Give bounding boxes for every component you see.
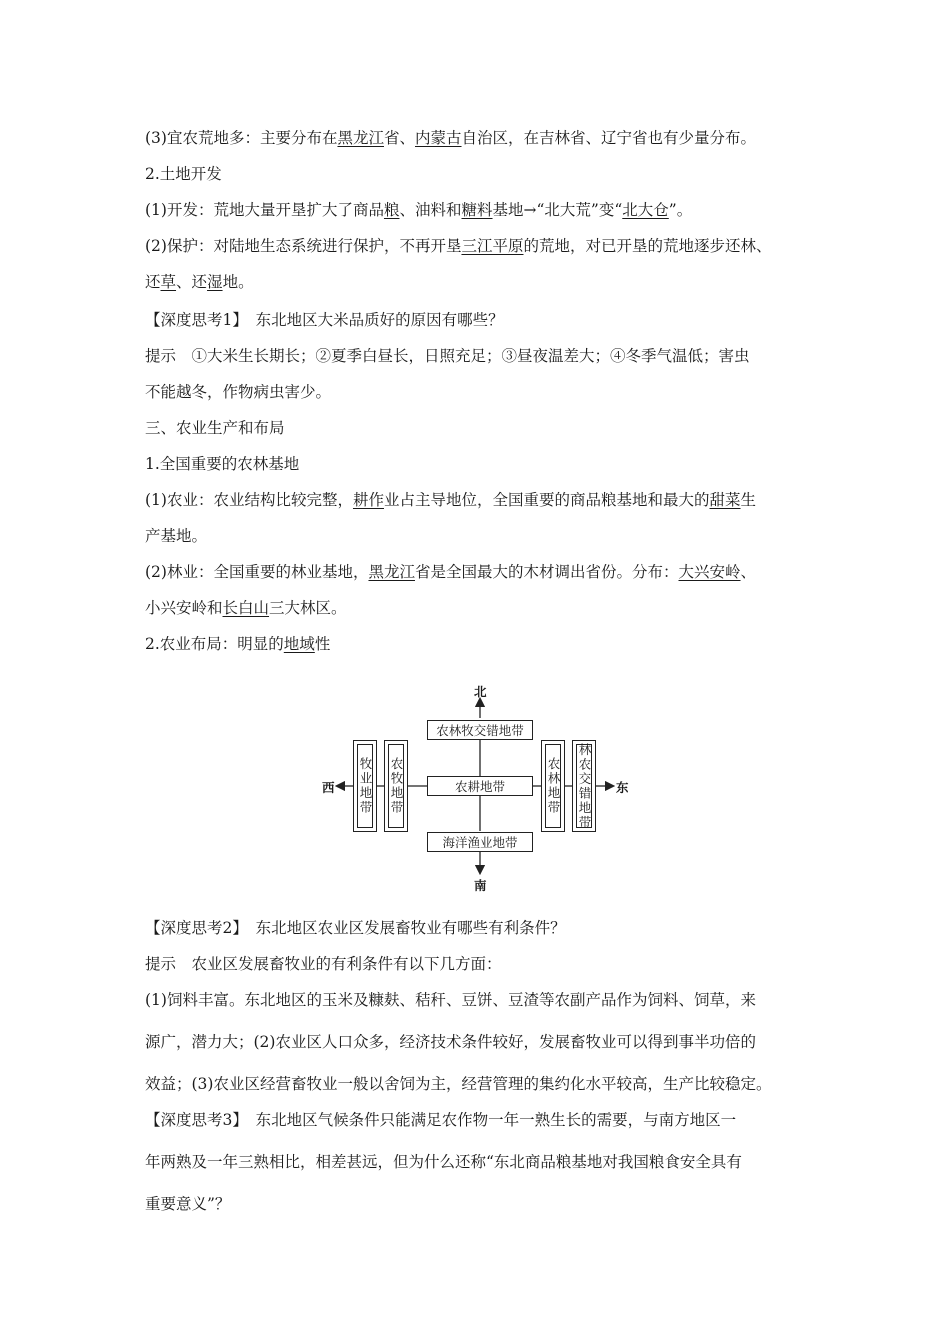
underlined-answer: 甜菜 [709,491,741,509]
underlined-answer: 粮 [383,201,400,219]
underlined-answer: 北大仓 [622,201,669,219]
text-line-forestry-2: 小兴安岭和长白山三大林区。 [145,599,347,617]
label-east: 东 [616,780,629,795]
underlined-answer: 大兴安岭 [678,563,741,581]
hint-2-line-1: 提示 农业区发展畜牧业的有利条件有以下几方面： [145,955,502,973]
box-farming-belt: 农耕地带 [427,776,533,796]
deep-thinking-3-line-3: 重要意义”？ [145,1195,231,1213]
box-farm-pasture-belt: 农牧地带 [384,740,408,832]
deep-thinking-3-line-2: 年两熟及一年三熟相比，相差甚远，但为什么还称“东北商品粮基地对我国粮食安全具有 [145,1153,742,1171]
section-heading-land-development: 2.土地开发 [145,165,222,183]
text-line-3: (1)开发：荒地大量开垦扩大了商品粮、油料和糖料基地→“北大荒”变“北大仓”。 [145,201,693,219]
underlined-answer: 三江平原 [461,237,524,255]
underlined-answer: 糖料 [461,201,493,219]
box-forest-farm-belt: 林农交错地带 [572,740,596,832]
deep-thinking-3: 【深度思考3】 东北地区气候条件只能满足农作物一年一熟生长的需要，与南方地区一 [145,1111,737,1129]
deep-thinking-1: 【深度思考1】 东北地区大米品质好的原因有哪些？ [145,311,504,329]
deep-thinking-2: 【深度思考2】 东北地区农业区发展畜牧业有哪些有利条件？ [145,919,566,937]
underlined-answer: 湿 [207,273,223,291]
box-farm-forest-belt: 农林地带 [541,740,565,832]
box-marine-fishery: 海洋渔业地带 [427,832,533,852]
hint-2-line-2: (1)饲料丰富。东北地区的玉米及糠麸、秸秆、豆饼、豆渣等农副产品作为饲料、饲草，来 [145,991,756,1009]
subsection-heading-layout: 2.农业布局：明显的地域性 [145,635,331,653]
underlined-answer: 黑龙江 [337,129,384,147]
box-agri-forest-pasture: 农林牧交错地带 [427,720,533,740]
hint-2-line-3: 源广，潜力大；(2)农业区人口众多，经济技术条件较好，发展畜牧业可以得到事半功倍的 [145,1033,756,1051]
label-north: 北 [474,684,487,699]
underlined-answer: 黑龙江 [368,563,415,581]
text-line-5: 还草、还湿地。 [145,273,254,291]
hint-1-line-2: 不能越冬，作物病虫害少。 [145,383,332,401]
underlined-answer: 长白山 [222,599,270,617]
box-pasture-belt: 牧业地带 [353,740,377,832]
text-line-forestry: (2)林业：全国重要的林业基地，黑龙江省是全国最大的木材调出省份。分布：大兴安岭、 [145,563,757,581]
text-line-agriculture: (1)农业：农业结构比较完整，耕作业占主导地位，全国重要的商品粮基地和最大的甜菜生 [145,491,757,509]
hint-2-line-4: 效益；(3)农业区经营畜牧业一般以舍饲为主，经营管理的集约化水平较高，生产比较稳定。 [145,1075,772,1093]
subsection-heading-bases: 1.全国重要的农林基地 [145,455,300,473]
underlined-answer: 地域 [283,635,315,653]
underlined-answer: 草 [160,273,177,291]
section-heading-agriculture: 三、农业生产和布局 [145,419,285,437]
hint-1-line-1: 提示 ①大米生长期长；②夏季白昼长，日照充足；③昼夜温差大；④冬季气温低；害虫 [145,347,750,365]
label-west: 西 [322,780,335,795]
text-line-agriculture-2: 产基地。 [145,527,208,545]
text-line-4: (2)保护：对陆地生态系统进行保护，不再开垦三江平原的荒地，对已开垦的荒地逐步还林、 [145,237,772,255]
underlined-answer: 内蒙古 [415,129,462,147]
text-line-1: (3)宜农荒地多：主要分布在黑龙江省、内蒙古自治区，在吉林省、辽宁省也有少量分布。 [145,129,757,147]
underlined-answer: 耕作 [352,491,384,509]
label-south: 南 [474,878,487,893]
agricultural-layout-diagram [320,680,640,895]
